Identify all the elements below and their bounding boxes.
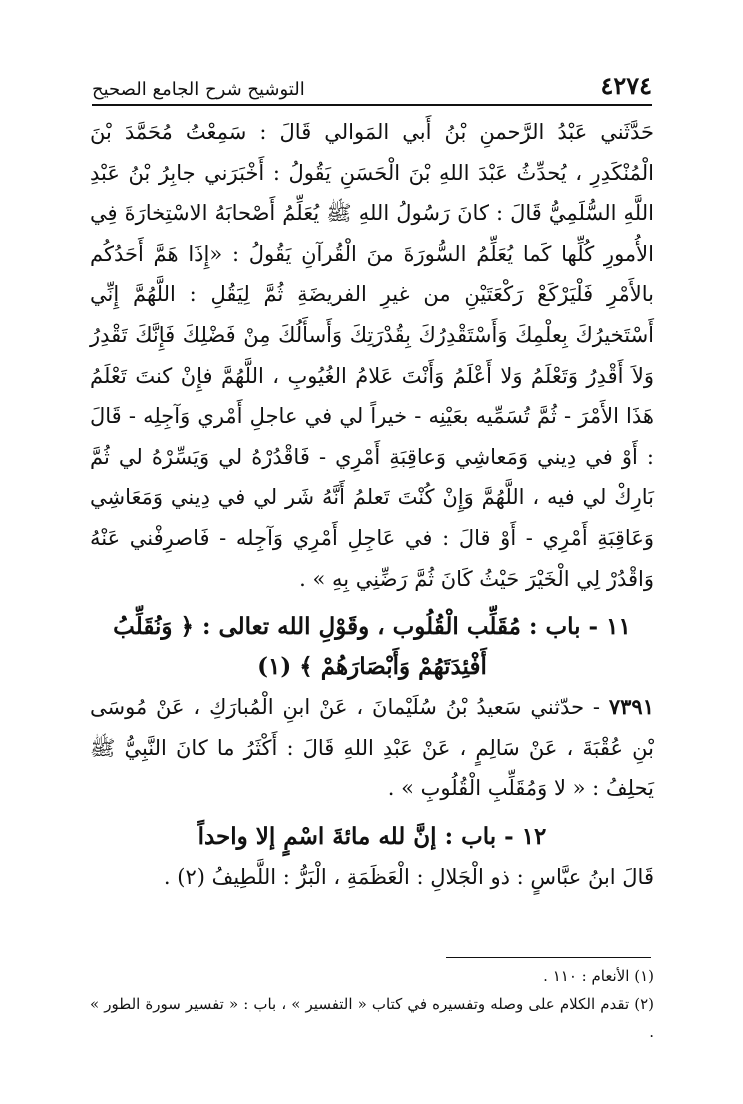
page-number: ٤٢٧٤ bbox=[600, 71, 652, 100]
footnote-separator bbox=[446, 957, 651, 958]
footnote-2: (٢) تقدم الكلام على وصله وتفسيره في كتاب « التفسير » ، باب : « تفسير سورة الطور » . bbox=[90, 995, 654, 1041]
hadith-number: ٧٣٩١ bbox=[608, 694, 654, 720]
hadith-paragraph: حَدَّثَني عَبْدُ الرَّحمنِ بْنُ أَبي المَوالي قَالَ : سَمِعْتُ مُحَمَّدَ بْنَ الْمُنْكَدِرِ ، يُحدِّثُ عَبْدَ اللهِ بْنَ الْحَسَنِ يَقُولُ : أَخْبَرَني جابِرُ بْنُ عَبْدِ اللَّهِ السُّلَمِيُّ قَالَ : كانَ رَسُولُ اللهِ ﷺ يُعَلِّمُ أَصْحابَهُ الاسْتِخارَةَ فِي الأُمورِ كُلِّها كَما يُعَلِّمُ السُّورَةَ منَ الْقُرآنِ يَقُولُ : «إِذَا هَمَّ أَحَدُكُم بالأَمْرِ فَلْيَرْكَعْ رَكْعَتَيْنِ من غيرِ الفريضَةِ ثُمَّ لِيَقُلِ : اللَّهُمَّ إِنِّي أَسْتَخيرُكَ بِعلْمِكَ وَأَسْتَقْدِرُكَ بِقُدْرَتِكَ وَأَسأَلُكَ مِنْ فَضْلِكَ فَإِنَّكَ تَقْدِرُ وَلاَ أَقْدِرُ وَتَعْلَمُ وَلا أَعْلَمُ وَأَنْتَ عَلامُ الغُيُوبِ ، اللَّهُمَّ فإِنْ كنتَ تَعْلَمُ هَذَا الأَمْرَ - ثُمَّ تُسَمِّيه بعَيْنِه - خيراً لي في عاجلِ أَمْري وَآجِلِه - قَالَ : أَوْ في دِيني وَمَعاشِي وَعاقِبَةِ أَمْرِي - فَاقْدُرْهُ لي وَيَسِّرْهُ لي ثُمَّ بَارِكْ لي فيه ، اللَّهُمَّ وَإِنْ كُنْتَ تَعلمُ أَنَّهُ شَر لي في دِيني وَمَعَاشِي وَعَاقِبَةِ أَمْرِي - أَوْ قالَ : في عَاجِلِ أَمْرِي وَآجِله - فَاصرِفْني عَنْهُ وَاقْدُرْ لِي الْخَيْرَ حَيْثُ كَانَ ثُمَّ رَضِّنِي بِهِ » . bbox=[90, 120, 654, 591]
chapter-heading-11: ١١ - باب : مُقَلِّب الْقُلُوب ، وقَوْلِ الله تعالى : ﴿ وَنُقَلِّبُ أَفْئِدَتَهُمْ وَأَبْصَارَهُمْ ﴾ (١) bbox=[113, 613, 631, 681]
running-title: التوشيح شرح الجامع الصحيح bbox=[92, 79, 305, 100]
hadith-paragraph-7391 bbox=[90, 687, 654, 809]
footnotes bbox=[90, 962, 654, 1046]
hadith-text: - حدّثني سَعيدُ بْنُ سُلَيْمانَ ، عَنْ ابنِ الْمُبارَكِ ، عَنْ مُوسَى بْنِ عُقْبَةَ ، عَنْ سَالِمٍ ، عَنْ عَبْدِ اللهِ قَالَ : أَكْثَرُ ما كانَ النَّبِيُّ ﷺ يَحلِفُ : « لا وَمُقَلِّبِ الْقُلُوبِ » . bbox=[90, 695, 654, 801]
footnote-1: (١) الأنعام : ١١٠ . bbox=[543, 967, 654, 985]
commentary-paragraph: قَالَ ابنُ عبَّاسٍ : ذو الْجَلالِ : الْعَظَمَةِ ، الْبَرُّ : اللَّطِيفُ (٢) . bbox=[163, 864, 654, 889]
page-body bbox=[90, 112, 654, 898]
page-header bbox=[92, 60, 652, 106]
chapter-heading-12: ١٢ - باب : إنَّ لله مائةَ اسْمٍ إلا واحداً bbox=[197, 822, 547, 850]
